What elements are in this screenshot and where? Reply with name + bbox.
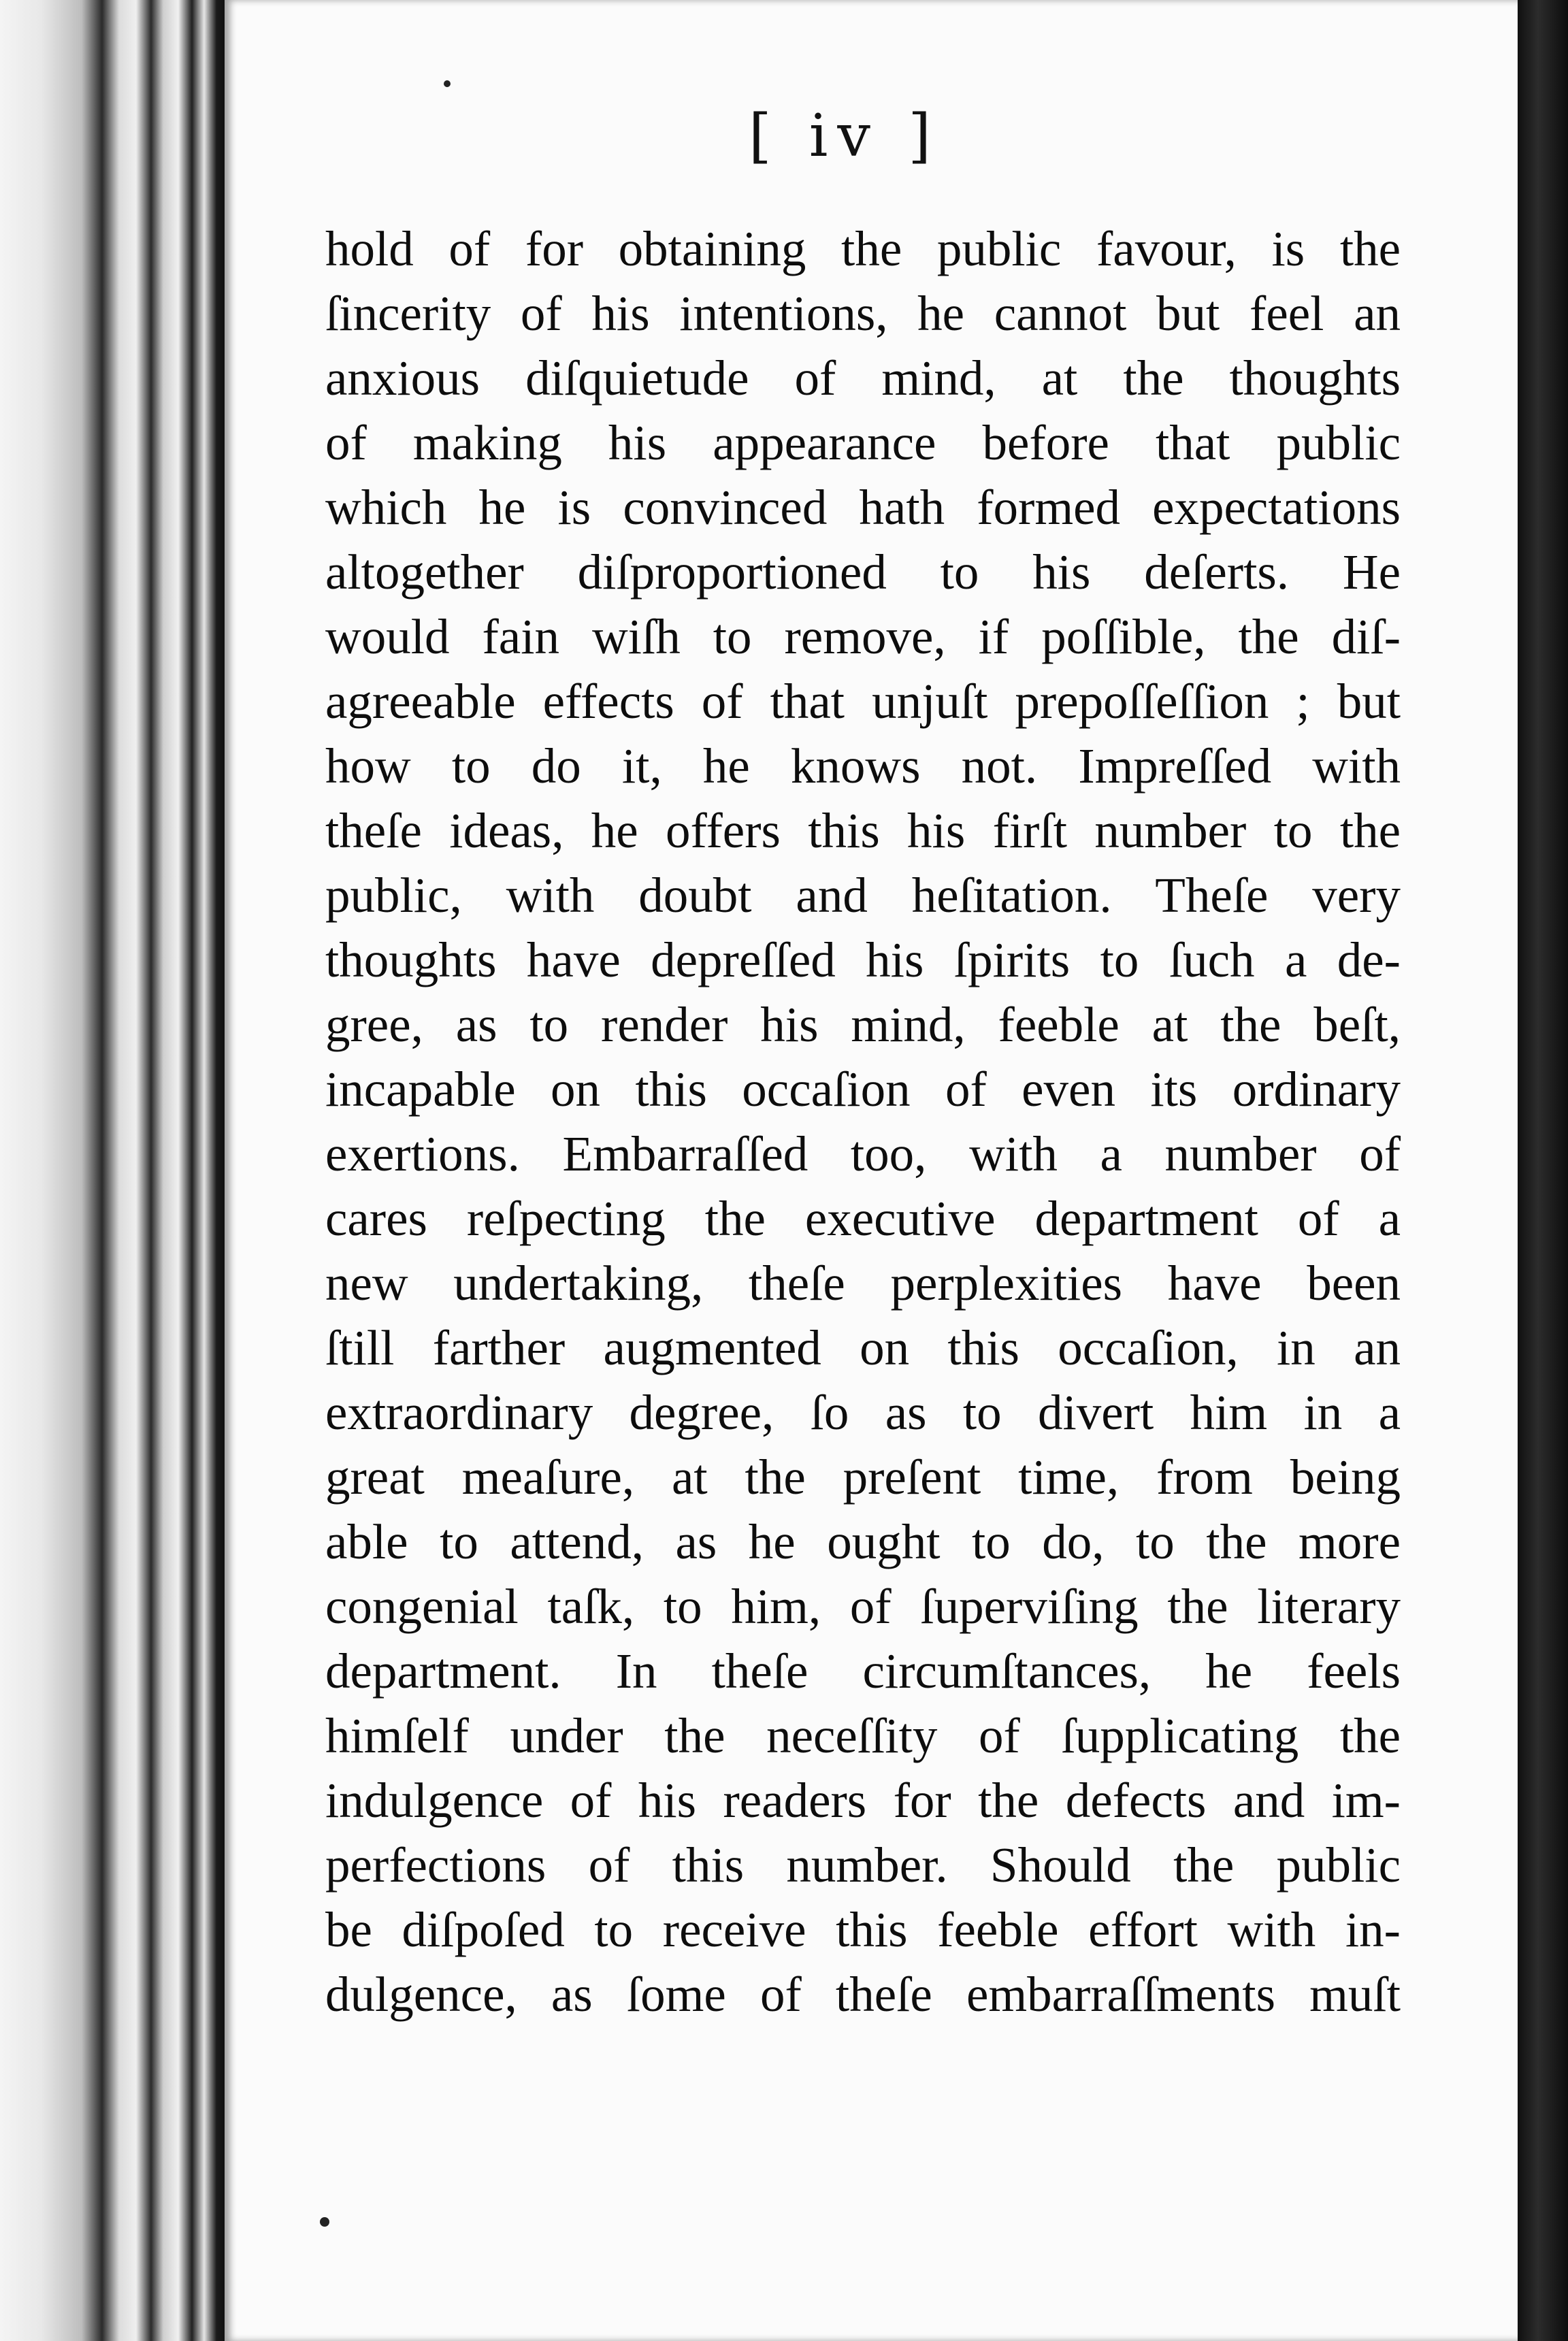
text-line: congenial taſk, to him, of ſuperviſing the literary [325,1579,1401,1634]
text-line: exertions. Embarraſſed too, with a number of [325,1126,1401,1181]
text-line: anxious diſquietude of mind, at the thoughts [325,350,1401,406]
text-line: ſincerity of his intentions, he cannot but feel an [325,286,1401,341]
page-number-header: [ iv ] [749,102,941,170]
text-line: public, with doubt and heſitation. Theſe very [325,868,1401,923]
text-line: department. In theſe circumſtances, he feels [325,1643,1401,1699]
text-line: thoughts have depreſſed his ſpirits to ſuch a de- [325,932,1401,987]
text-line: hold of for obtaining the public favour, is the [325,221,1401,276]
binding-gutter [0,0,225,2341]
ink-speck [444,80,451,87]
text-line: of making his appearance before that public [325,415,1401,470]
ink-speck [320,2217,329,2227]
text-line: agreeable effects of that unjuſt prepoſſeſſion ; but [325,674,1401,729]
text-line: himſelf under the neceſſity of ſupplicating the [325,1708,1401,1763]
text-line: cares reſpecting the executive department of a [325,1191,1401,1246]
text-line: new undertaking, theſe perplexities have been [325,1256,1401,1311]
text-line: incapable on this occaſion of even its ordinary [325,1062,1401,1117]
right-page-edge [1518,0,1568,2341]
text-line: dulgence, as ſome of theſe embarraſſments muſt [325,1967,1401,2022]
text-line: great meaſure, at the preſent time, from being [325,1450,1401,1505]
text-line: which he is convinced hath formed expectations [325,480,1401,535]
text-line: perfections of this number. Should the public [325,1837,1401,1893]
text-line: how to do it, he knows not. Impreſſed with [325,738,1401,793]
text-line: able to attend, as he ought to do, to the more [325,1514,1401,1569]
text-line: indulgence of his readers for the defects and im- [325,1773,1401,1828]
text-line: extraordinary degree, ſo as to divert him in a [325,1385,1401,1440]
text-line: be diſpoſed to receive this feeble effort with in- [325,1902,1401,1957]
text-line: would fain wiſh to remove, if poſſible, the diſ- [325,609,1401,664]
text-line: altogether diſproportioned to his deſerts. He [325,544,1401,600]
text-line: theſe ideas, he offers this his firſt number to the [325,803,1401,858]
text-line: ſtill farther augmented on this occaſion, in an [325,1320,1401,1375]
body-text [325,216,1401,2027]
text-line: gree, as to render his mind, feeble at the beſt, [325,997,1401,1052]
